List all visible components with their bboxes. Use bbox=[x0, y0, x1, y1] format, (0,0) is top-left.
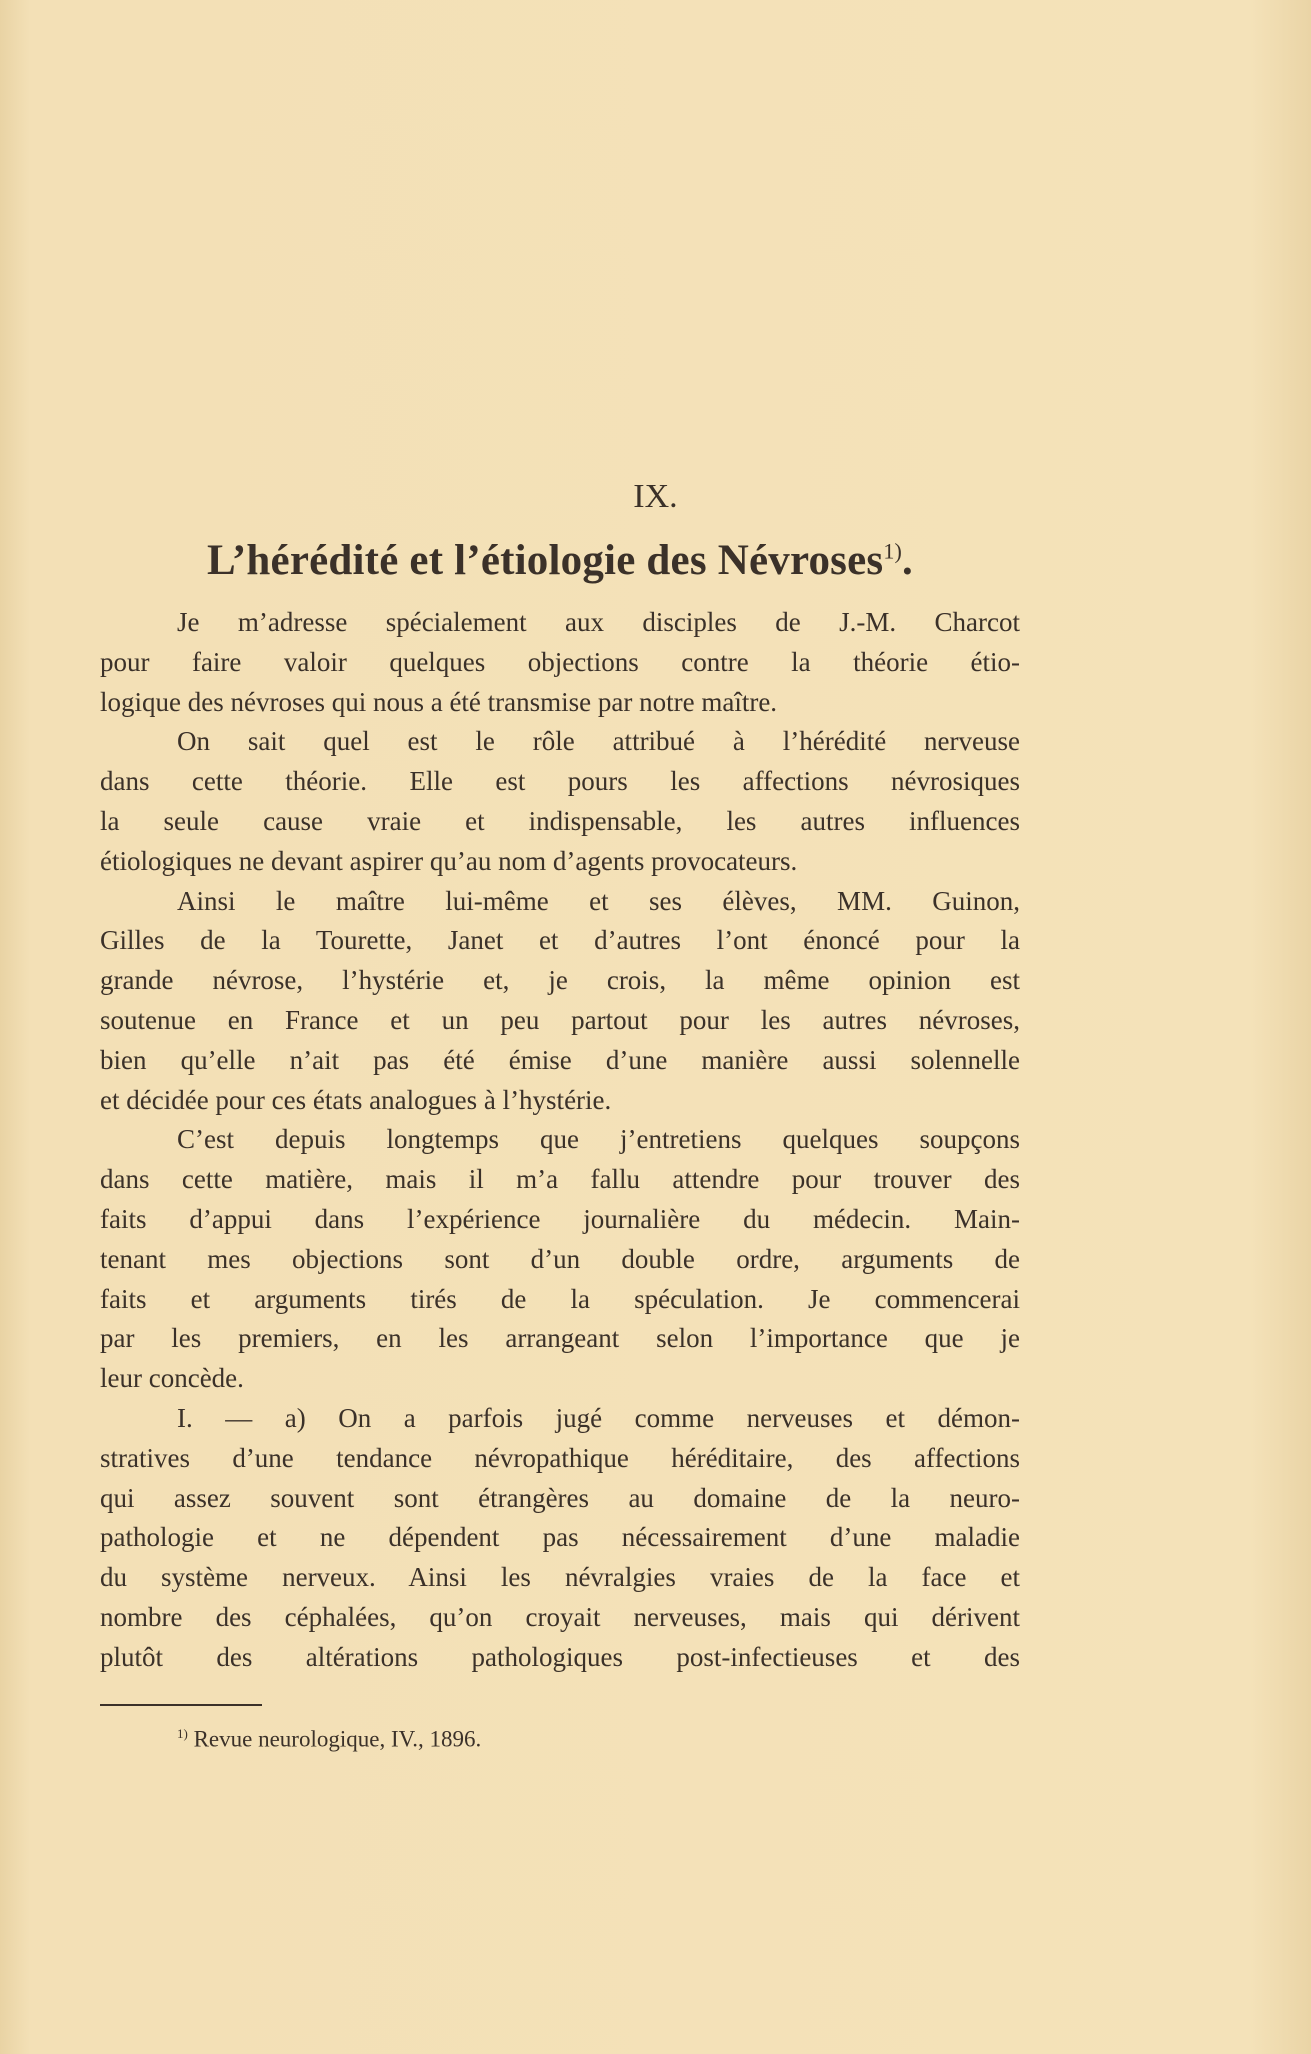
text-line: par les premiers, en les arrangeant selon l’importance que je bbox=[100, 1323, 1020, 1354]
text-line: bien qu’elle n’ait pas été émise d’une manière aussi solennelle bbox=[100, 1044, 1020, 1075]
body-text bbox=[100, 603, 1020, 1678]
text-line: Ainsi le maître lui-même et ses élèves, MM. Guinon, bbox=[177, 885, 1020, 916]
text-line: tenant mes objections sont d’un double ordre, arguments de bbox=[100, 1243, 1020, 1274]
text-line: dans cette théorie. Elle est pours les affections névrosiques bbox=[100, 766, 1020, 797]
text-line: nombre des céphalées, qu’on croyait nerveuses, mais qui dérivent bbox=[100, 1601, 1020, 1632]
text-line: Gilles de la Tourette, Janet et d’autres l’ont énoncé pour la bbox=[100, 925, 1020, 956]
text-line: logique des névroses qui nous a été transmise par notre maître. bbox=[100, 686, 778, 717]
footnote-text: Revue neurologique, IV., 1896. bbox=[187, 1726, 482, 1752]
text-line: Je m’adresse spécialement aux disciples de J.-M. Charcot bbox=[177, 607, 1020, 637]
text-line: faits et arguments tirés de la spéculation. Je commencerai bbox=[100, 1283, 1020, 1314]
text-line: et décidée pour ces états analogues à l’hystérie. bbox=[100, 1084, 612, 1115]
text-line: qui assez souvent sont étrangères au domaine de la neuro- bbox=[100, 1482, 1020, 1513]
text-line: C’est depuis longtemps que j’entretiens quelques soupçons bbox=[177, 1124, 1020, 1155]
text-line: plutôt des altérations pathologiques post-infectieuses et des bbox=[100, 1641, 1020, 1672]
chapter-title: L’hérédité et l’étiologie des Névroses$^{1)}$. bbox=[206, 537, 913, 584]
text-line: pathologie et ne dépendent pas nécessairement d’une maladie bbox=[100, 1522, 1020, 1553]
text-line: faits d’appui dans l’expérience journalière du médecin. Main- bbox=[100, 1203, 1020, 1234]
text-line: leur concède. bbox=[100, 1363, 244, 1394]
text-line: dans cette matière, mais il m’a fallu attendre pour trouver des bbox=[100, 1164, 1020, 1195]
text-line: On sait quel est le rôle attribué à l’hérédité nerveuse bbox=[177, 726, 1020, 757]
text-line: grande névrose, l’hystérie et, je crois, la même opinion est bbox=[100, 965, 1020, 996]
text-line: pour faire valoir quelques objections contre la théorie étio- bbox=[100, 646, 1020, 677]
chapter-number: IX. bbox=[633, 478, 678, 515]
footnote-rule bbox=[100, 1704, 262, 1706]
chapter-title-text: L’hérédité et l’étiologie des Névroses bbox=[206, 537, 884, 584]
text-line: stratives d’une tendance névropathique héréditaire, des affections bbox=[100, 1442, 1020, 1473]
footnote-ref: 1) bbox=[883, 538, 903, 564]
text-line: soutenue en France et un peu partout pour les autres névroses, bbox=[100, 1004, 1020, 1035]
text-line: I. — a) On a parfois jugé comme nerveuses et démon- bbox=[177, 1402, 1020, 1433]
footnote-marker: 1) bbox=[177, 1726, 188, 1741]
text-line: la seule cause vraie et indispensable, les autres influences bbox=[100, 805, 1020, 836]
text-line: étiologiques ne devant aspirer qu’au nom d’agents provocateurs. bbox=[100, 845, 798, 876]
text-line: du système nerveux. Ainsi les névralgies vraies de la face et bbox=[100, 1562, 1020, 1593]
footnote bbox=[177, 1726, 481, 1753]
